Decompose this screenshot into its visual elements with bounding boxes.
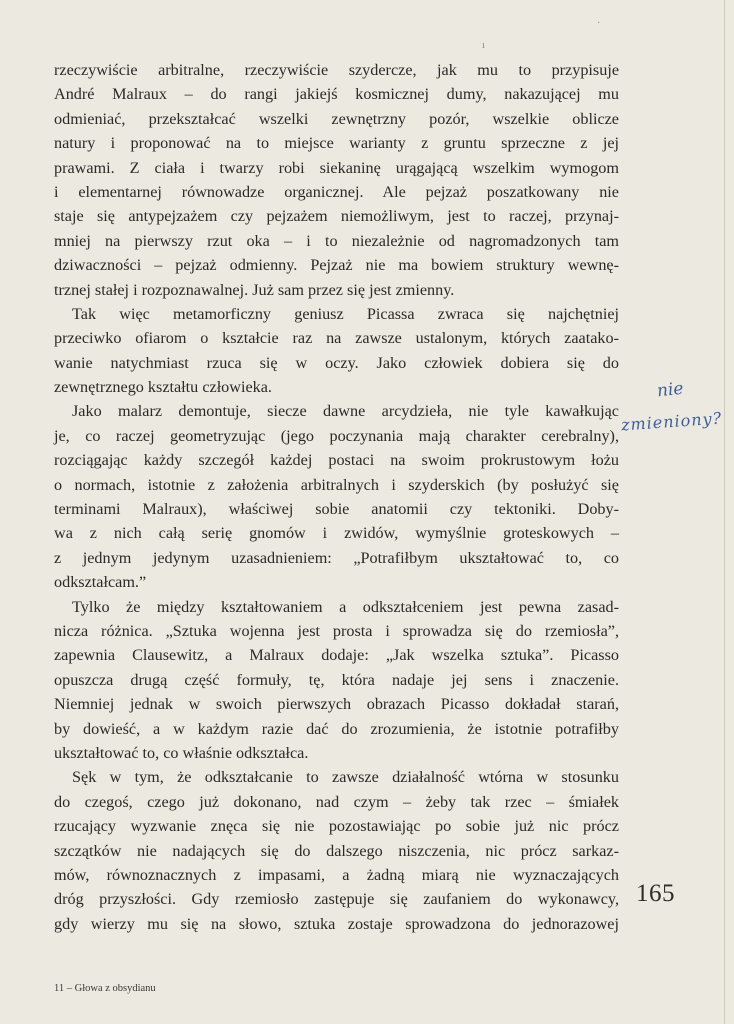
- text-line: trznej stałej i rozpoznawalnej. Już sam przez się jest zmienny.: [54, 280, 455, 299]
- text-line: je, co raczej geometryzując (jego poczynania mają charakter cerebralny),: [54, 426, 619, 445]
- text-line: mów, równoznacznych z impasami, a żadną miarą nie wyznaczających: [54, 865, 619, 884]
- text-line: Sęk w tym, że odkształcanie to zawsze działalność wtórna w stosunku: [72, 768, 619, 787]
- text-line: wanie natychmiast rzuca się w oczy. Jako człowiek dobiera się do: [54, 353, 619, 372]
- handwritten-annotation-bottom: zmieniony?: [620, 408, 723, 435]
- page-edge-line: [724, 0, 725, 1024]
- text-line: natury i proponować na to miejsce warianty z gruntu sprzeczne z jej: [54, 134, 619, 153]
- text-line: terminami Malraux), właściwej sobie anatomii czy tektoniki. Doby-: [54, 500, 619, 519]
- text-line: nicza różnica. „Sztuka wojenna jest prosta i sprowadza się do rzemiosła”,: [54, 621, 619, 640]
- ink-speck: ·: [597, 18, 601, 29]
- text-line: odkształcam.”: [54, 573, 147, 592]
- text-line: Tylko że między kształtowaniem a odkształceniem jest pewna zasad-: [72, 597, 619, 616]
- text-line: opuszcza drugą część formuły, tę, która nadaje jej sens i znaczenie.: [54, 670, 619, 689]
- text-line: wa z nich całą serię gnomów i zwidów, wymyślnie groteskowych –: [54, 524, 619, 543]
- text-line: by dowieść, a w każdym razie dać do zrozumienia, że istotnie potrafiłby: [54, 719, 619, 738]
- body-text: [54, 58, 619, 936]
- text-line: Jako malarz demontuje, siecze dawne arcydzieła, nie tyle kawałkując: [72, 402, 619, 421]
- text-line: prawami. Z ciała i twarzy robi siekaninę urągającą wszelkim wymogom: [54, 158, 619, 177]
- text-line: dróg przyszłości. Gdy rzemiosło zastępuje się zaufaniem do wykonawcy,: [54, 890, 619, 909]
- text-line: staje się antypejzażem czy pejzażem niemożliwym, jest to raczej, przynaj-: [54, 207, 619, 226]
- text-line: gdy wierzy mu się na słowo, sztuka zostaje sprowadzona do jednorazowej: [54, 914, 619, 933]
- text-line: o normach, istotnie z założenia arbitralnych i szyderskich (by posłużyć się: [54, 475, 619, 494]
- text-line: rzeczywiście arbitralne, rzeczywiście szydercze, jak mu to przypisuje: [54, 61, 619, 79]
- signature-footer: 11 – Głowa z obsydianu: [54, 983, 156, 994]
- text-line: rozciągając każdy szczegół każdej postaci na swoim prokrustowym łożu: [54, 451, 619, 470]
- text-line: Niemniej jednak w swoich pierwszych obrazach Picasso dokładał starań,: [54, 695, 619, 714]
- text-line: André Malraux – do rangi jakiejś kosmicznej dumy, nakazującej mu: [54, 85, 619, 104]
- text-line: przeciwko ofiarom o kształcie raz na zawsze ustalonym, których zaatako-: [54, 329, 619, 348]
- text-line: do czegoś, czego już dokonano, nad czym – żeby tak rzec – śmiałek: [54, 792, 619, 811]
- text-line: Tak więc metamorficzny geniusz Picassa zwraca się najchętniej: [72, 304, 619, 323]
- text-line: szczątków nie nadających się do dalszego niszczenia, nic prócz sarkaz-: [54, 841, 619, 860]
- text-line: z jednym jedynym uzasadnieniem: „Potrafiłbym ukształtować to, co: [54, 548, 619, 567]
- text-line: mniej na pierwszy rzut oka – i to niezależnie od nagromadzonych tam: [54, 231, 619, 250]
- ink-speck: ı: [482, 40, 485, 51]
- text-line: odmieniać, przekształcać wszelki zewnętrzny pozór, wszelkie oblicze: [54, 109, 619, 128]
- text-line: i elementarnej równowadze organicznej. Ale pejzaż poszatkowany nie: [54, 182, 619, 201]
- page-number: 165: [636, 880, 675, 907]
- text-line: dziwaczności – pejzaż odmienny. Pejzaż nie ma bowiem struktury wewnę-: [54, 256, 619, 275]
- text-line: ukształtować to, co właśnie odkształca.: [54, 743, 309, 762]
- text-line: zapewnia Clausewitz, a Malraux dodaje: „Jak wszelka sztuka”. Picasso: [54, 646, 619, 665]
- text-line: zewnętrznego kształtu człowieka.: [54, 378, 272, 397]
- text-line: rzucający wyzwanie znęca się nie pozostawiając po sobie już nic prócz: [54, 817, 619, 836]
- handwritten-annotation-top: nie: [656, 378, 685, 402]
